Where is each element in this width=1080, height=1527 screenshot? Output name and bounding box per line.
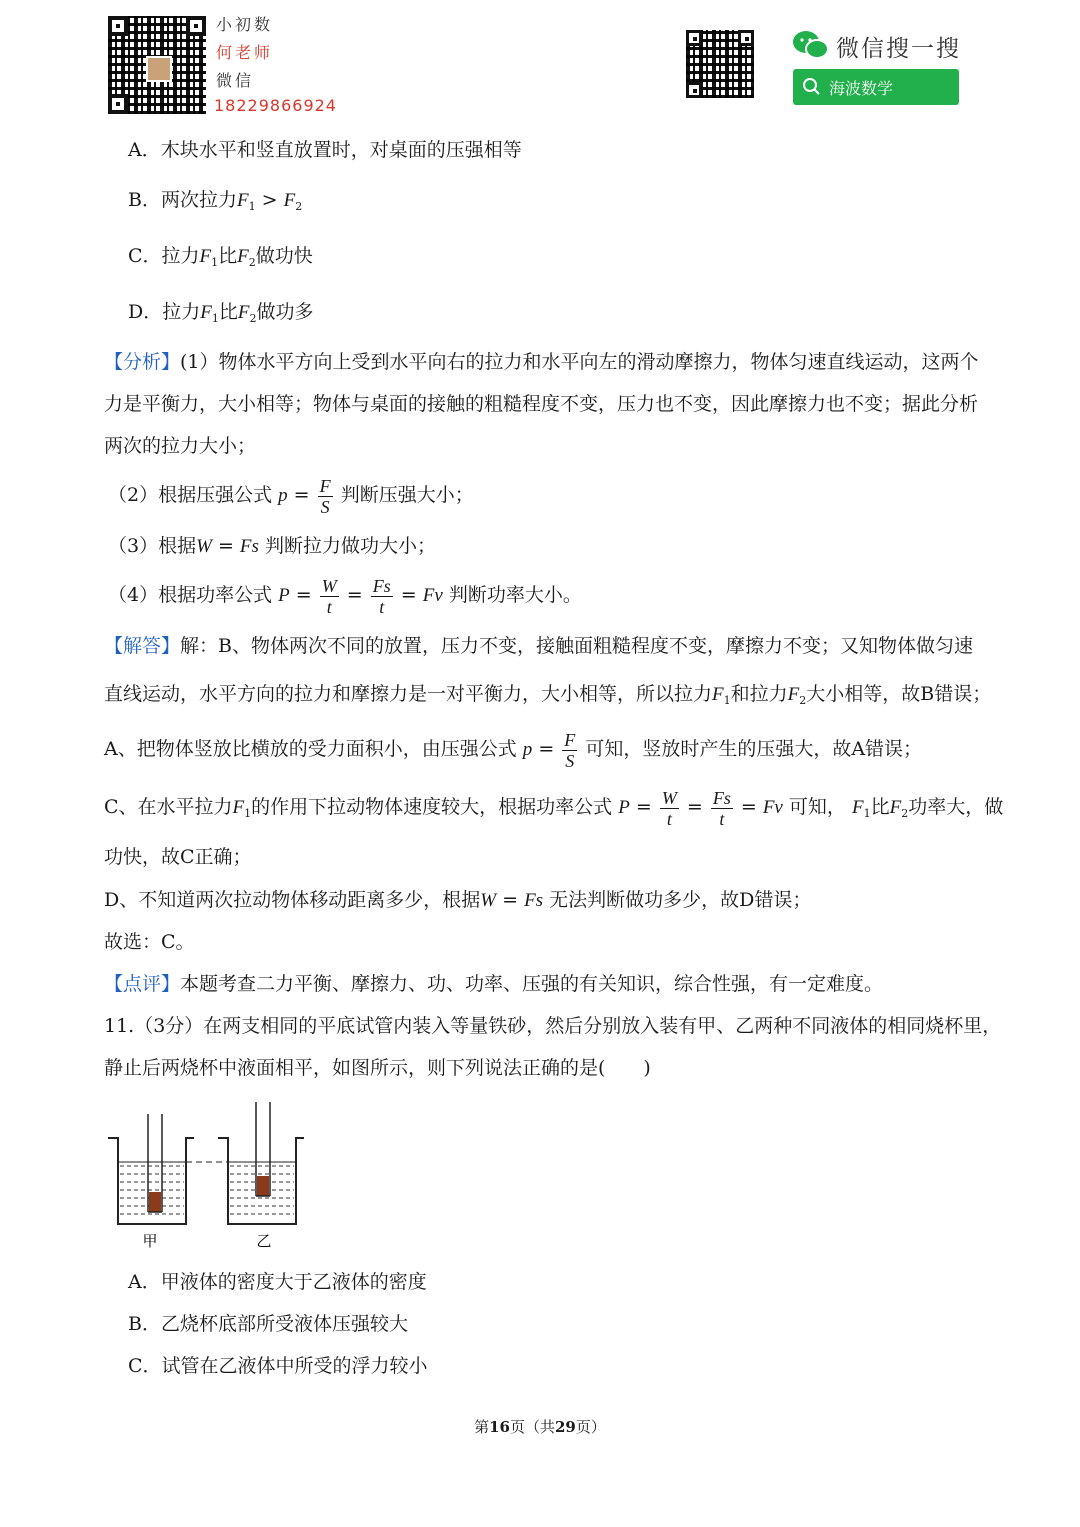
answer-l3a: A、把物体竖放比横放的受力面积小，由压强公式 — [104, 738, 517, 760]
answer-line-7: 故选：C。 — [104, 931, 195, 953]
analysis-point-4: （4）根据功率公式 P = $\frac{W}{t}$ = $\frac{Fs}{t}$ = Fv 判断功率大小。 — [108, 575, 582, 617]
analysis-line-3: 两次的拉力大小； — [104, 435, 257, 457]
answer-l4b: 的作用下拉动物体速度较大，根据功率公式 — [251, 796, 613, 818]
footer-pre: 第 — [474, 1418, 490, 1436]
answer-l4d: 比 — [870, 796, 890, 818]
answer-line-1 — [104, 632, 973, 660]
figure-label-jia: 甲 — [142, 1232, 158, 1250]
analysis-p2-prefix: （2）根据压强公式 — [108, 484, 273, 506]
analysis-p2-suffix: 判断压强大小； — [340, 484, 474, 506]
analysis-point-3: （3）根据W = Fs 判断拉力做功大小； — [108, 535, 436, 557]
analysis-p3-suffix: 判断拉力做功大小； — [264, 535, 436, 557]
answer-line-5: 功快，故C正确； — [104, 846, 252, 868]
review-line — [104, 970, 883, 998]
formula-power-fraction-answer-1: $\frac{W}{t}$ — [661, 787, 677, 829]
option-a: A．木块水平和竖直放置时，对桌面的压强相等 — [128, 139, 522, 161]
page-footer — [0, 1416, 1080, 1437]
contact-line-2: 何老师 — [216, 43, 274, 62]
option-d: D．拉力$F_1$比$F_2$做功多 — [128, 301, 314, 325]
formula-power-fraction-1: $\frac{W}{t}$ — [321, 575, 337, 617]
answer-l2b: 和拉力 — [730, 683, 788, 705]
answer-l2c: 大小相等，故B错误； — [806, 683, 992, 705]
footer-mid: 页（共 — [509, 1418, 555, 1436]
contact-phone: 18229866924 — [214, 96, 337, 115]
q11-line-1: 11.（3分）在两支相同的平底试管内装入等量铁砂，然后分别放入装有甲、乙两种不同液体的相同烧杯里， — [104, 1015, 1002, 1037]
analysis-tag: 【分析】 — [104, 351, 181, 373]
contact-line-3: 微信 — [216, 71, 255, 90]
qr-code-contact — [108, 16, 206, 114]
option-b-text: B．两次拉力 — [128, 189, 237, 211]
answer-line-4: C、在水平拉力$F_1$的作用下拉动物体速度较大，根据功率公式 P = $\frac{W}{t}$ = $\frac{Fs}{t}$ = Fv 可知， $F_1$比$F_2$功率大，做 — [104, 787, 1004, 829]
answer-l3b: 可知，竖放时产生的压强大，故A错误； — [585, 738, 923, 760]
q11-option-a: A．甲液体的密度大于乙液体的密度 — [128, 1271, 427, 1293]
option-d-suffix: 做功多 — [256, 301, 314, 323]
answer-line-6: D、不知道两次拉动物体移动距离多少，根据W = Fs 无法判断做功多少，故D错误； — [104, 889, 812, 911]
figure-label-yi: 乙 — [256, 1232, 272, 1250]
beaker-yi — [218, 1102, 304, 1224]
answer-tag: 【解答】 — [104, 635, 181, 657]
answer-l6a: D、不知道两次拉动物体移动距离多少，根据 — [104, 889, 481, 911]
answer-line-2: 直线运动，水平方向的拉力和摩擦力是一对平衡力，大小相等，所以拉力$F_1$和拉力$F_2$大小相等，故B错误； — [104, 683, 992, 707]
contact-line-1: 小初数 — [216, 15, 274, 34]
footer-page-number: 16 — [489, 1418, 510, 1436]
analysis-text-1: (1）物体水平方向上受到水平向右的拉力和水平向左的滑动摩擦力，物体匀速直线运动，这两个 — [180, 351, 979, 373]
answer-line-3: A、把物体竖放比横放的受力面积小，由压强公式 p = $\frac{F}{S}$ 可知，竖放时产生的压强大，故A错误； — [104, 729, 923, 771]
option-c-suffix: 做功快 — [255, 245, 313, 267]
analysis-line-1 — [104, 348, 979, 376]
answer-l2a: 直线运动，水平方向的拉力和摩擦力是一对平衡力，大小相等，所以拉力 — [104, 683, 713, 705]
footer-total-pages: 29 — [555, 1418, 576, 1436]
option-c: C．拉力$F_1$比$F_2$做功快 — [128, 245, 313, 269]
option-d-prefix: D．拉力 — [128, 301, 201, 323]
avatar — [146, 56, 172, 82]
wechat-icon — [792, 30, 830, 60]
answer-l4c: 可知， — [788, 796, 846, 818]
option-c-prefix: C．拉力 — [128, 245, 200, 267]
q11-option-b: B．乙烧杯底部所受液体压强较大 — [128, 1313, 408, 1335]
review-text: 本题考查二力平衡、摩擦力、功、功率、压强的有关知识，综合性强，有一定难度。 — [180, 973, 884, 995]
analysis-point-2: （2）根据压强公式 p = $\frac{F}{S}$ 判断压强大小； — [108, 475, 474, 517]
answer-l4a: C、在水平拉力 — [104, 796, 233, 818]
analysis-line-2: 力是平衡力，大小相等；物体与桌面的接触的粗糙程度不变，压力也不变，因此摩擦力也不变；据此分析 — [104, 393, 979, 415]
analysis-p4-prefix: （4）根据功率公式 — [108, 584, 273, 606]
analysis-p3-prefix: （3）根据 — [108, 535, 197, 557]
formula-pressure-fraction-answer: $\frac{F}{S}$ — [564, 729, 576, 771]
wechat-search-title: 微信搜一搜 — [836, 36, 961, 62]
beaker-jia — [108, 1114, 194, 1224]
answer-l6b: 无法判断做功多少，故D错误； — [549, 889, 812, 911]
search-button-label: 海波数学 — [829, 78, 894, 98]
option-b: B．两次拉力$F_1 > F_2$ — [128, 189, 303, 213]
option-c-mid: 比 — [218, 245, 238, 267]
formula-pressure-fraction: $\frac{F}{S}$ — [319, 475, 331, 517]
beakers-figure — [104, 1100, 314, 1252]
option-d-mid: 比 — [218, 301, 238, 323]
q11-line-2: 静止后两烧杯中液面相平，如图所示，则下列说法正确的是( ) — [104, 1057, 651, 1079]
answer-l4e: 功率大，做 — [908, 796, 1004, 818]
answer-text-1: 解：B、物体两次不同的放置，压力不变，接触面粗糙程度不变，摩擦力不变；又知物体做匀速 — [180, 635, 973, 657]
review-tag: 【点评】 — [104, 973, 181, 995]
qr-code-wechat — [686, 30, 754, 98]
haibo-search-button[interactable] — [793, 69, 959, 105]
analysis-p4-suffix: 判断功率大小。 — [448, 584, 582, 606]
formula-power-fraction-2: $\frac{Fs}{t}$ — [372, 575, 391, 617]
footer-post: 页） — [575, 1418, 606, 1436]
q11-option-c: C．试管在乙液体中所受的浮力较小 — [128, 1355, 428, 1377]
formula-power-fraction-answer-2: $\frac{Fs}{t}$ — [712, 787, 731, 829]
search-icon — [801, 76, 823, 98]
